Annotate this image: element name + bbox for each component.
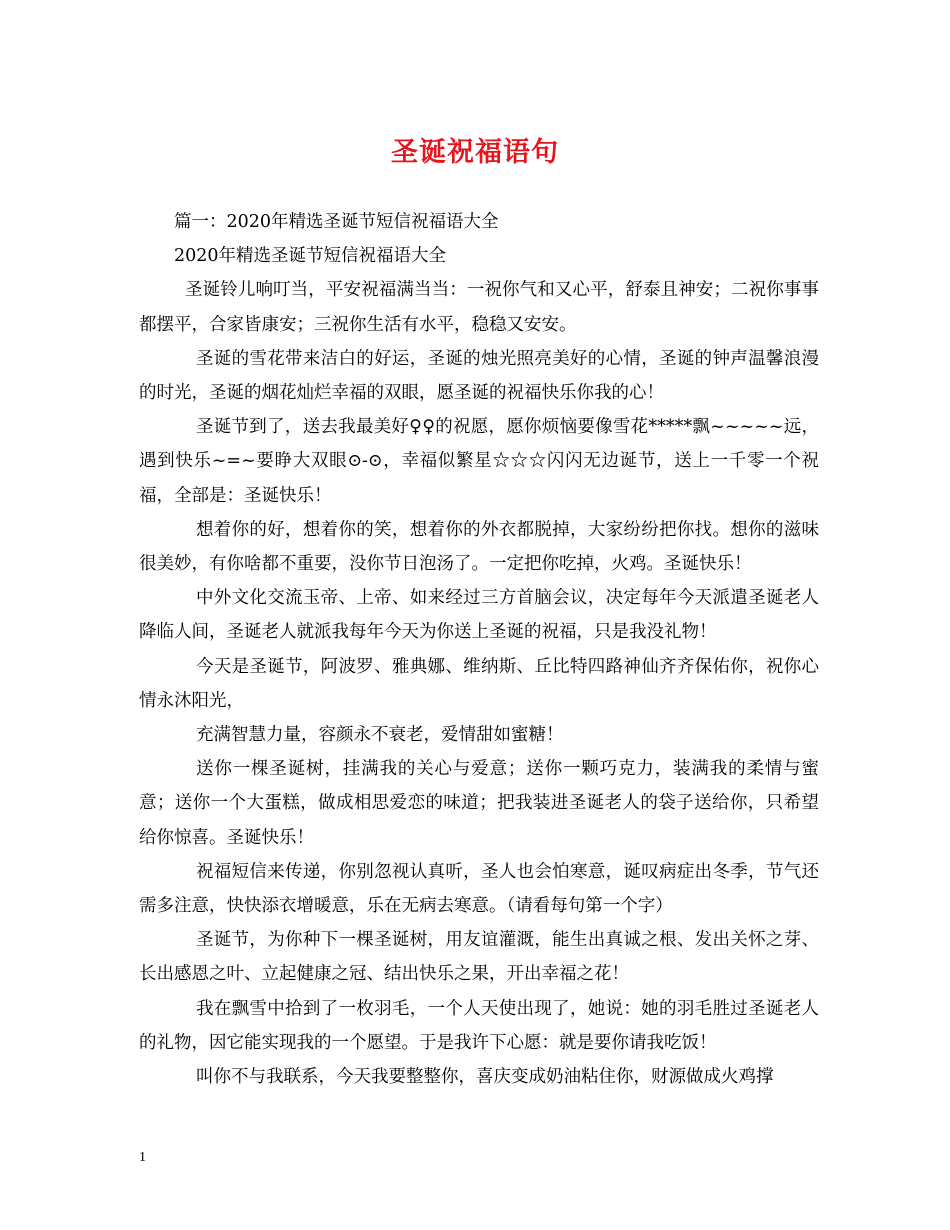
document-body (139, 205, 819, 1094)
page-number: 1 (139, 1150, 146, 1165)
paragraph: 圣诞节到了，送去我最美好♀♀的祝愿，愿你烦恼要像雪花*****飘~~~~~远，遇到快乐~=~要睁大双眼⊙-⊙，幸福似繁星☆☆☆闪闪无边诞节，送上一千零一个祝福，全部是：圣诞快乐！ (139, 417, 819, 506)
paragraph: 叫你不与我联系，今天我要整整你，喜庆变成奶油粘住你，财源做成火鸡撑 (196, 1067, 774, 1088)
paragraph: 送你一棵圣诞树，挂满我的关心与爱意；送你一颗巧克力，装满我的柔情与蜜意；送你一个大蛋糕，做成相思爱恋的味道；把我装进圣诞老人的袋子送给你，只希望给你惊喜。圣诞快乐！ (139, 759, 819, 848)
paragraph: 中外文化交流玉帝、上帝、如来经过三方首脑会议，决定每年今天派遣圣诞老人降临人间，圣诞老人就派我每年今天为你送上圣诞的祝福，只是我没礼物！ (139, 588, 819, 643)
paragraph: 充满智慧力量，容颜永不衰老，爱情甜如蜜糖！ (196, 725, 564, 746)
document-title: 圣诞祝福语句 (391, 137, 559, 168)
paragraph: 今天是圣诞节，阿波罗、雅典娜、维纳斯、丘比特四路神仙齐齐保佑你，祝你心情永沐阳光， (139, 656, 819, 711)
paragraph: 祝福短信来传递，你别忽视认真听，圣人也会怕寒意，诞叹病症出冬季，节气还需多注意，快快添衣增暖意，乐在无病去寒意。（请看每句第一个字） (139, 861, 819, 917)
subheading-2: 2020年精选圣诞节短信祝福语大全 (174, 246, 447, 267)
subheading-1: 篇一：2020年精选圣诞节短信祝福语大全 (174, 212, 499, 232)
paragraph: 圣诞节，为你种下一棵圣诞树，用友谊灌溉，能生出真诚之根、发出关怀之芽、长出感恩之叶、立起健康之冠、结出快乐之果，开出幸福之花！ (139, 930, 819, 985)
paragraph: 圣诞的雪花带来洁白的好运，圣诞的烛光照亮美好的心情，圣诞的钟声温馨浪漫的时光，圣诞的烟花灿烂幸福的双眼，愿圣诞的祝福快乐你我的心！ (139, 348, 819, 404)
paragraph: 想着你的好，想着你的笑，想着你的外衣都脱掉，大家纷纷把你找。想你的滋味很美妙，有你啥都不重要，没你节日泡汤了。一定把你吃掉，火鸡。圣诞快乐！ (139, 519, 819, 575)
paragraph: 圣诞铃儿响叮当，平安祝福满当当：一祝你气和又心平，舒泰且神安；二祝你事事都摆平，合家皆康安；三祝你生活有水平，稳稳又安安。 (139, 280, 819, 335)
paragraph: 我在飘雪中拾到了一枚羽毛，一个人天使出现了，她说：她的羽毛胜过圣诞老人的礼物，因它能实现我的一个愿望。于是我许下心愿：就是要你请我吃饭！ (139, 998, 819, 1053)
